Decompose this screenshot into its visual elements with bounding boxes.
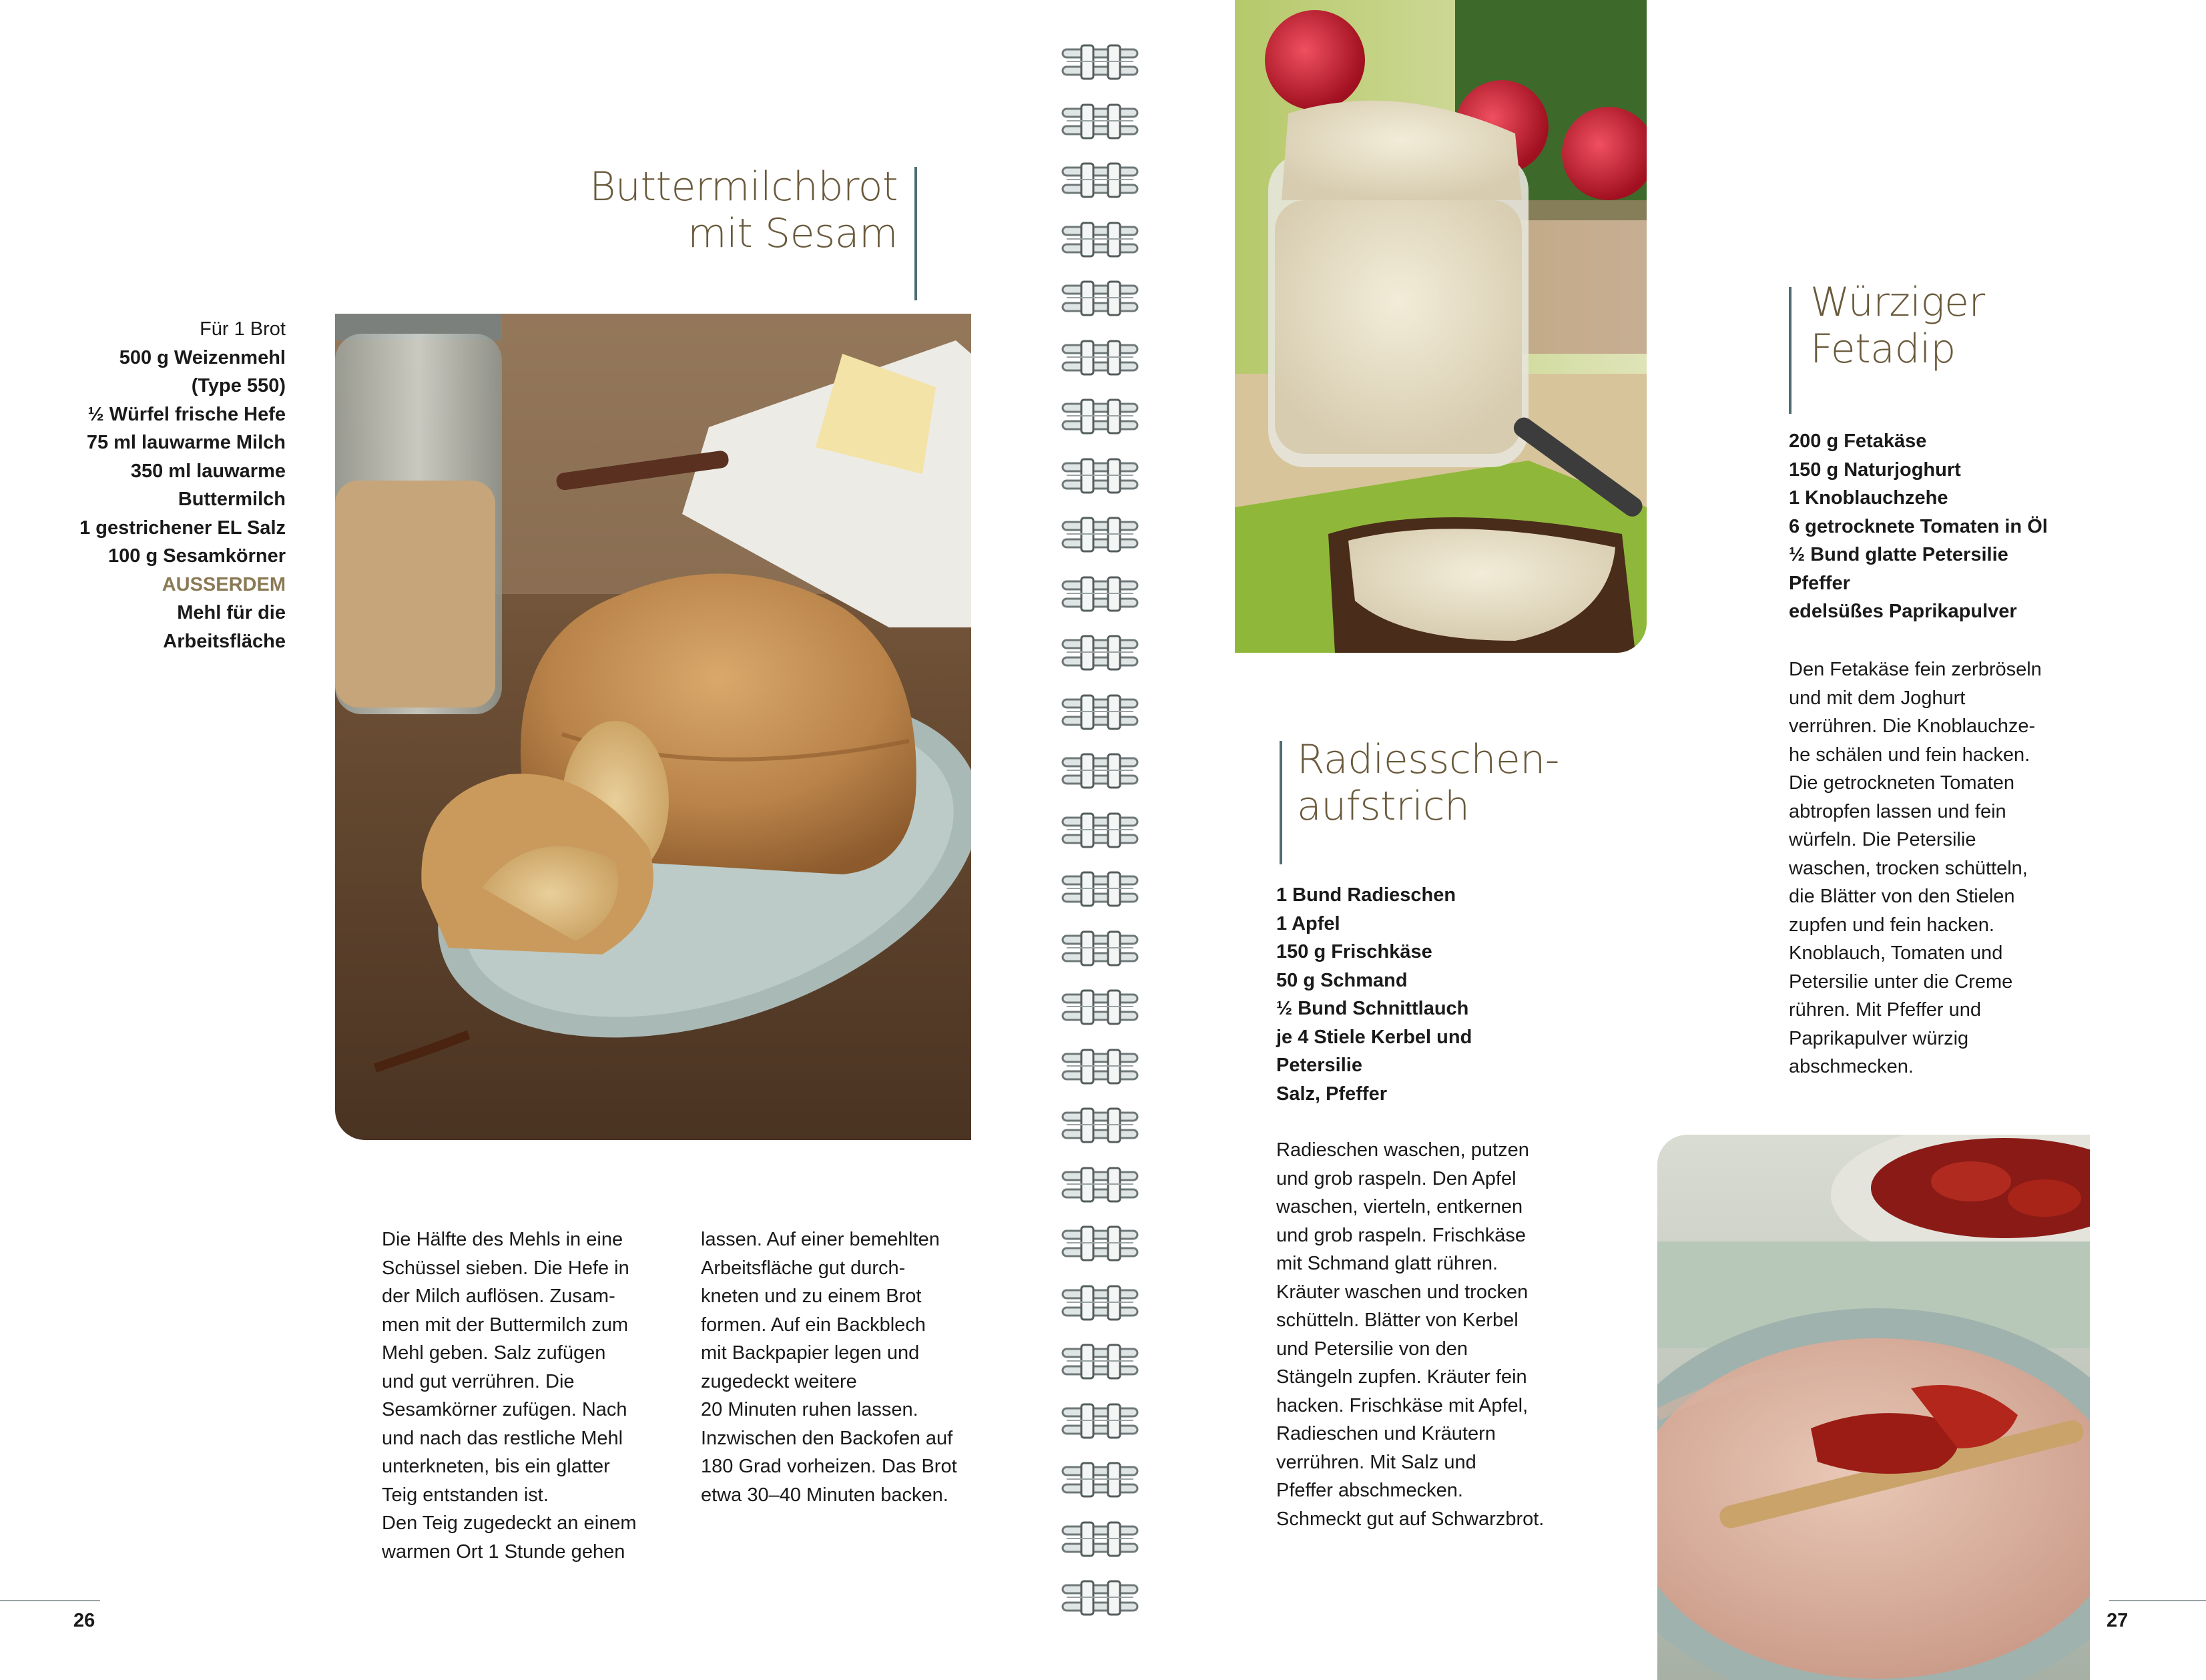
title-line: Würziger	[1810, 279, 1985, 326]
recipe-title-fetadip	[1810, 279, 1985, 372]
method-line: Schüssel sieben. Die Hefe in	[382, 1257, 629, 1279]
ingredient-item: 50 g Schmand	[1276, 969, 1408, 991]
method-line: Den Fetakäse fein zerbröseln	[1789, 659, 2042, 680]
title-line: Radiesschen-	[1297, 736, 1559, 783]
ingredient-item: 500 g Weizenmehl	[119, 346, 286, 368]
ingredient-item: 75 ml lauwarme Milch	[86, 432, 286, 453]
method-line: unterkneten, bis ein glatter	[382, 1456, 610, 1477]
binding-coil	[1055, 1576, 1148, 1623]
method-line: Radieschen waschen, putzen	[1276, 1139, 1529, 1161]
method-line: Schmeckt gut auf Schwarzbrot.	[1276, 1508, 1545, 1530]
feta-dip-photo	[1657, 1135, 2090, 1680]
method-line: Arbeitsfläche gut durch-	[701, 1257, 906, 1279]
method-line: Teig entstanden ist.	[382, 1484, 549, 1506]
method-line: Paprikapulver würzig	[1789, 1027, 1969, 1049]
bread-illustration	[335, 314, 971, 1140]
binding-coil	[1055, 631, 1148, 677]
ingredient-item: 100 g Sesamkörner	[108, 545, 286, 567]
ingredient-item: ½ Würfel frische Hefe	[87, 403, 286, 425]
binding-coil	[1055, 808, 1148, 855]
binding-coil	[1055, 1103, 1148, 1150]
method-line: abschmecken.	[1789, 1056, 1914, 1077]
footer-rule	[0, 1600, 100, 1601]
method-line: verrühren. Die Knoblauchze-	[1789, 716, 2036, 737]
ingredient-item: 1 Knoblauchzehe	[1789, 487, 1948, 509]
method-line: Pfeffer abschmecken.	[1276, 1480, 1463, 1501]
page-number: 27	[2107, 1610, 2129, 1631]
method-line: schütteln. Blätter von Kerbel	[1276, 1310, 1519, 1331]
method-line: lassen. Auf einer bemehlten	[701, 1229, 940, 1250]
method-line: zupfen und fein hacken.	[1789, 914, 1994, 936]
radish-illustration	[1235, 0, 1647, 653]
binding-coil	[1055, 1517, 1148, 1564]
ingredient-item: ½ Bund glatte Petersilie	[1789, 544, 2008, 565]
method-line: etwa 30–40 Minuten backen.	[701, 1484, 948, 1506]
title-rule	[1280, 741, 1282, 864]
method-line: und mit dem Joghurt	[1789, 687, 1966, 709]
method-line: Die Hälfte des Mehls in eine	[382, 1229, 623, 1250]
section-heading: AUSSERDEM	[162, 573, 286, 595]
binding-coil	[1055, 1340, 1148, 1386]
binding-coil	[1055, 394, 1148, 441]
spiral-binding	[1055, 40, 1148, 1642]
binding-coil	[1055, 926, 1148, 973]
binding-coil	[1055, 985, 1148, 1032]
binding-coil	[1055, 1045, 1148, 1091]
ingredient-item: Salz, Pfeffer	[1276, 1083, 1387, 1105]
radish-spread-photo	[1235, 0, 1647, 653]
right-page	[1135, 0, 2206, 1680]
method-line: waschen, vierteln, entkernen	[1276, 1196, 1523, 1217]
method-line: Die getrockneten Tomaten	[1789, 772, 2015, 794]
title-rule	[914, 167, 917, 300]
method-line: verrühren. Mit Salz und	[1276, 1451, 1476, 1473]
method-line: der Milch auflösen. Zusam-	[382, 1286, 615, 1307]
binding-coil	[1055, 513, 1148, 559]
method-line: Mehl geben. Salz zufügen	[382, 1342, 606, 1364]
serving-size: Für 1 Brot	[200, 318, 286, 340]
binding-coil	[1055, 158, 1148, 205]
title-line: Fetadip	[1810, 326, 1956, 372]
method-line: 20 Minuten ruhen lassen.	[701, 1399, 918, 1420]
method-line: abtropfen lassen und fein	[1789, 800, 2006, 822]
page-number: 26	[73, 1610, 95, 1631]
binding-coil	[1055, 867, 1148, 914]
feta-dip-illustration	[1657, 1135, 2090, 1680]
binding-coil	[1055, 572, 1148, 619]
method-line: und grob raspeln. Den Apfel	[1276, 1167, 1516, 1189]
ingredient-item: Pfeffer	[1789, 572, 1850, 594]
ingredient-item: 150 g Naturjoghurt	[1789, 459, 1961, 481]
ingredient-item: Arbeitsfläche	[163, 630, 286, 652]
method-line: rühren. Mit Pfeffer und	[1789, 999, 1982, 1021]
recipe-title-buttermilchbrot	[574, 164, 898, 257]
method-line: waschen, trocken schütteln,	[1789, 857, 2028, 879]
method-line: mit Schmand glatt rühren.	[1276, 1253, 1498, 1274]
method-line: 180 Grad vorheizen. Das Brot	[701, 1456, 957, 1477]
ingredient-list	[40, 315, 286, 655]
binding-coil	[1055, 454, 1148, 501]
ingredient-item: 1 gestrichener EL Salz	[79, 517, 286, 539]
method-line: und nach das restliche Mehl	[382, 1427, 623, 1449]
binding-coil	[1055, 749, 1148, 796]
method-line: he schälen und fein hacken.	[1789, 744, 2030, 766]
ingredient-item: je 4 Stiele Kerbel und	[1276, 1026, 1472, 1048]
recipe-title-radieschen	[1297, 736, 1559, 830]
ingredient-item: ½ Bund Schnittlauch	[1276, 998, 1469, 1019]
binding-coil	[1055, 40, 1148, 87]
title-rule	[1789, 287, 1791, 414]
method-line: Sesamkörner zufügen. Nach	[382, 1399, 627, 1420]
ingredient-item: 1 Apfel	[1276, 912, 1340, 934]
method-line: Knoblauch, Tomaten und	[1789, 942, 2003, 964]
method-line: Den Teig zugedeckt an einem	[382, 1512, 637, 1534]
method-line: Kräuter waschen und trocken	[1276, 1281, 1529, 1303]
ingredient-item: Petersilie	[1276, 1055, 1362, 1076]
ingredient-item: 6 getrocknete Tomaten in Öl	[1789, 515, 2048, 537]
method-line: und Petersilie von den	[1276, 1338, 1468, 1360]
method-line: formen. Auf ein Backblech	[701, 1314, 926, 1336]
method-line: men mit der Buttermilch zum	[382, 1314, 629, 1336]
method-line: Inzwischen den Backofen auf	[701, 1427, 953, 1449]
ingredient-item: Buttermilch	[178, 489, 286, 510]
radieschen-method	[1276, 1136, 1544, 1533]
ingredient-item: 1 Bund Radieschen	[1276, 884, 1456, 906]
title-line: Buttermilchbrot	[589, 164, 898, 210]
method-line: kneten und zu einem Brot	[701, 1286, 922, 1307]
method-line: Petersilie unter die Creme	[1789, 970, 2013, 993]
binding-coil	[1055, 336, 1148, 382]
method-line: Radieschen und Kräutern	[1276, 1423, 1496, 1444]
method-line: die Blätter von den Stielen	[1789, 886, 2015, 907]
ingredient-list	[1276, 881, 1472, 1108]
method-line: und grob raspeln. Frischkäse	[1276, 1224, 1526, 1246]
method-column-1	[382, 1225, 637, 1566]
footer-rule	[2109, 1600, 2206, 1601]
ingredient-item: edelsüßes Paprikapulver	[1789, 601, 2017, 622]
fetadip-method	[1789, 655, 2042, 1081]
binding-coil	[1055, 99, 1148, 146]
binding-coil	[1055, 1399, 1148, 1446]
title-line: mit Sesam	[687, 210, 898, 257]
ingredient-item: 350 ml lauwarme	[130, 460, 286, 482]
method-line: zugedeckt weitere	[701, 1370, 857, 1392]
ingredient-item: Mehl für die	[177, 602, 286, 623]
title-line: aufstrich	[1297, 783, 1470, 830]
method-column-2	[701, 1225, 957, 1509]
binding-coil	[1055, 1281, 1148, 1328]
bread-photo	[335, 314, 971, 1140]
ingredient-item: 200 g Fetakäse	[1789, 431, 1927, 452]
binding-coil	[1055, 276, 1148, 323]
method-line: und gut verrühren. Die	[382, 1370, 575, 1392]
binding-coil	[1055, 1458, 1148, 1504]
method-line: warmen Ort 1 Stunde gehen	[382, 1541, 625, 1563]
binding-coil	[1055, 1163, 1148, 1209]
binding-coil	[1055, 690, 1148, 737]
method-line: Stängeln zupfen. Kräuter fein	[1276, 1366, 1527, 1388]
method-line: mit Backpapier legen und	[701, 1342, 920, 1364]
ingredient-list	[1789, 427, 2048, 626]
left-page	[0, 0, 1068, 1680]
method-line: hacken. Frischkäse mit Apfel,	[1276, 1394, 1529, 1416]
binding-coil	[1055, 218, 1148, 264]
method-line: würfeln. Die Petersilie	[1789, 829, 1976, 850]
ingredient-item: 150 g Frischkäse	[1276, 941, 1432, 962]
ingredient-item: (Type 550)	[191, 375, 286, 396]
binding-coil	[1055, 1221, 1148, 1268]
